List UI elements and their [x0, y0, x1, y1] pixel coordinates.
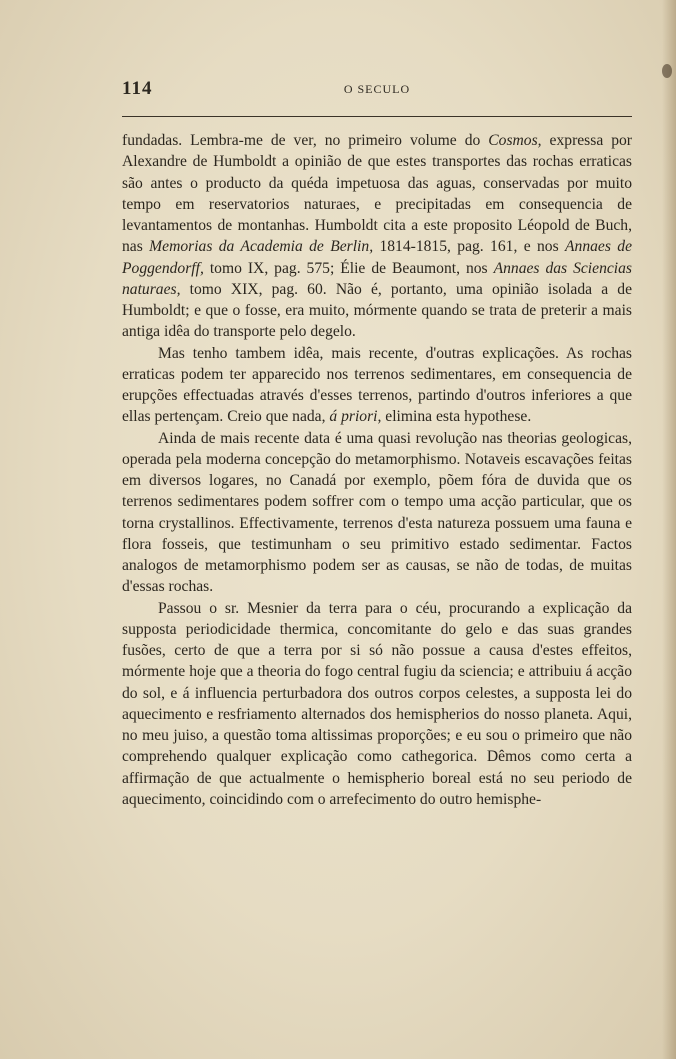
running-title: O SECULO [343, 82, 411, 96]
ink-stain [662, 64, 672, 78]
italic-run: Annaes das Sciencias naturaes, [122, 259, 632, 298]
paragraph [122, 428, 632, 598]
body-text [122, 130, 632, 810]
paragraph [122, 130, 632, 343]
text-run: Ainda de mais recente data é uma quasi revolução nas theorias geologicas, operada pela moderna concepção do metamorphismo. Notaveis escavações feitas em diversos logares, no Canadá por exemplo, põem fóra de duvida que os terrenos sedimentares podem soffrer com o tempo uma acção particular, que os torna crystallinos. Effectivamente, terrenos d'esta natureza possuem uma fauna e flora fosseis, que testimunham o seu primitivo estado sedimentar. Factos analogos de metamorphismo podem ser as causas, se não de todas, de muitas d'essas rochas. [122, 429, 632, 596]
paragraph [122, 598, 632, 811]
paragraph [122, 343, 632, 428]
page-number: 114 [122, 78, 153, 99]
italic-run: Cosmos, [488, 132, 542, 149]
text-run: tomo IX, pag. 575; Élie de Beaumont, nos [203, 259, 494, 277]
italic-run: Memorias da Academia de Berlin, [149, 238, 374, 256]
page-edge-shadow [662, 0, 676, 1059]
text-run: tomo XIX, pag. 60. Não é, portanto, uma opinião isolada a de Humboldt; e que o fosse, era muito, mórmente quando se trata de preterir a mais antiga idêa do transporte pelo degelo. [122, 280, 632, 341]
page-header [122, 78, 632, 100]
text-run: Mas tenho tambem idêa, mais recente, d'outras explicações. As rochas erraticas podem ter apparecido nos terrenos sedimentares, em consequencia de erupções effectuadas através d'esses terrenos, partindo d'outros inferiores a que ellas pertençam. Creio que nada, [122, 344, 632, 426]
text-run: elimina esta hypothese. [381, 408, 532, 426]
text-run: expressa por Alexandre de Humboldt a opinião de que estes transportes das rochas erraticas são antes o producto da quéda impetuosa das aguas, conservadas por muito tempo em reservatorios naturaes, e precipitadas em consequencia de levantamentos de montanhas. Humboldt cita a este proposito Léopold de Buch, nas [122, 132, 632, 256]
text-run: fundadas. Lembra-me de ver, no primeiro volume do [122, 132, 489, 149]
header-rule [122, 116, 632, 117]
text-run: 1814-1815, pag. 161, e nos [373, 238, 566, 256]
italic-run: á priori, [329, 408, 382, 426]
italic-run: Annaes de Poggendorff, [122, 238, 632, 277]
text-run: Passou o sr. Mesnier da terra para o céu, procurando a explicação da supposta periodicidade thermica, concomitante do gelo e das suas grandes fusões, certo de que a terra por si só não possue a causa d'estes effeitos, mórmente hoje que a theoria do fogo central fugiu da sciencia; e attribuiu á acção do sol, e á influencia perturbadora dos outros corpos celestes, a supposta lei do aquecimento e resfriamento alternados dos hemispherios do nosso planeta. Aqui, no meu juiso, a questão toma altissimas proporções; e eu sou o primeiro que não comprehendo qualquer explicação como cathegorica. Dêmos como certa a affirmação de que actualmente o hemispherio boreal está no seu periodo de aquecimento, coincidindo com o arrefecimento do outro hemisphe- [122, 599, 632, 808]
